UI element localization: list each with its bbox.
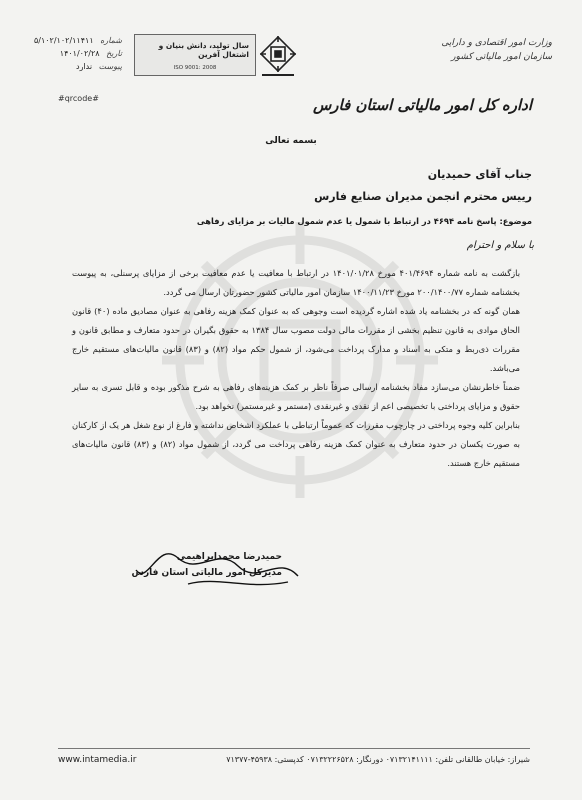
iso-certificate: ISO 9001: 2008 [173, 65, 217, 71]
handwritten-signature [128, 546, 318, 596]
signatory-title: مدیرکل امور مالیاتی استان فارس [131, 568, 282, 578]
qrcode-placeholder: #qrcode# [58, 94, 99, 103]
ministry-name: وزارت امور اقتصادی و دارایی [441, 38, 552, 48]
body-paragraph: ضمناً خاطرنشان می‌سازد مفاد بخشنامه ارسالی صرفاً ناظر بر کمک هزینه‌های رفاهی به شرح مذکور بوده و قابل تسری به سایر حقوق و مزایای پرداختی با تخصیصی اعم از نقدی و غیرنقدی (مستمر و غیرمستمر) نخواهد بود. [72, 382, 520, 411]
attachment-row [36, 60, 122, 73]
number-label: شماره [100, 36, 122, 45]
body-paragraph: همان گونه که در بخشنامه یاد شده اشاره گردیده است وجوهی که به عنوان کمک هزینه رفاهی به عنوان مصادیق ماده (۴۰) قانون الحاق موادی به قانون تنظیم بخشی از مقررات مالی دولت مصوب سال ۱۳۸۴ به حقوق بگیران در حدود متعارف و مطابق قانون و مقررات ذی‌ربط و متکی به اسناد و مدارک پرداخت می‌شود، از شمول حکم مواد (۸۲) و (۸۳) قانون مالیات‌های مستقیم خارج می‌باشد. [72, 306, 520, 373]
letter-number-row [33, 34, 122, 47]
body-paragraph: بازگشت به نامه شماره ۴۰۱/۴۶۹۴ مورخ ۱۴۰۱/۰۱/۲۸ در ارتباط با معافیت یا عدم معافیت برخی از مزایای پرسنلی، به پیوست بخشنامه شماره ۲۰۰/۱۴۰۰/۷۷ مورخ ۱۴۰۰/۱۱/۲۳ سازمان امور مالیاتی کشور حضورتان ارسال می گردد. [72, 268, 521, 297]
signature-block [132, 552, 282, 578]
greeting: با سلام و احترام [466, 240, 534, 251]
letterhead [90, 30, 552, 86]
organization-name: سازمان امور مالیاتی کشور [451, 52, 552, 62]
tax-emblem-logo [258, 34, 298, 78]
letter-body [72, 264, 520, 473]
letter-number: ۵/۱۰۲/۱۰۲/۱۱۴۱۱ [33, 36, 94, 45]
body-paragraph: بنابراین کلیه وجوه پرداختی در چارچوب مقررات که عموماً ارتباطی با عملکرد اشخاص نداشته و فارغ از نوع شغل هر یک از کارکنان به صورت یکسان در حدود متعارف به عنوان کمک هزینه رفاهی پرداخت می گردد، از شمول مواد (۸۲) و (۸۳) قانون مالیات‌های مستقیم خارج هستند. [72, 420, 520, 468]
footer-divider [58, 748, 530, 749]
signatory-name: حمیدرضا محمدابراهیمی [176, 552, 282, 562]
department-heading: اداره کل امور مالیاتی استان فارس [312, 96, 532, 114]
slogan-box [134, 34, 256, 76]
invocation: بسمه تعالی [265, 136, 317, 146]
recipient-block [314, 164, 532, 208]
recipient-title: رییس محترم انجمن مدیران صنایع فارس [314, 190, 532, 203]
attachment-value: ندارد [76, 62, 93, 71]
ministry-block [362, 36, 552, 64]
recipient-name: جناب آقای حمیدیان [427, 168, 532, 181]
attachment-label: پیوست [98, 62, 122, 71]
letter-footer [58, 753, 530, 773]
letter-date-row [36, 47, 122, 60]
letter-date: ۱۴۰۱/۰۲/۲۸ [59, 49, 100, 58]
year-slogan: سال تولید، دانش بنیان و اشتغال آفرین [158, 41, 249, 59]
contact-info: شیراز: خیابان طالقانی تلفن: ۰۷۱۳۲۱۴۱۱۱۱ دورنگار: ۰۷۱۳۲۲۲۶۵۲۸ کدپستی: ۴۵۹۳۸-۷۱۳۷۷ [226, 755, 530, 764]
website-link[interactable]: www.intamedia.ir [58, 755, 137, 765]
date-label: تاریخ [106, 49, 122, 58]
letter-subject: موضوع: پاسخ نامه ۴۶۹۴ در ارتباط با شمول یا عدم شمول مالیات بر مزایای رفاهی [196, 216, 532, 226]
letter-meta [33, 34, 122, 73]
